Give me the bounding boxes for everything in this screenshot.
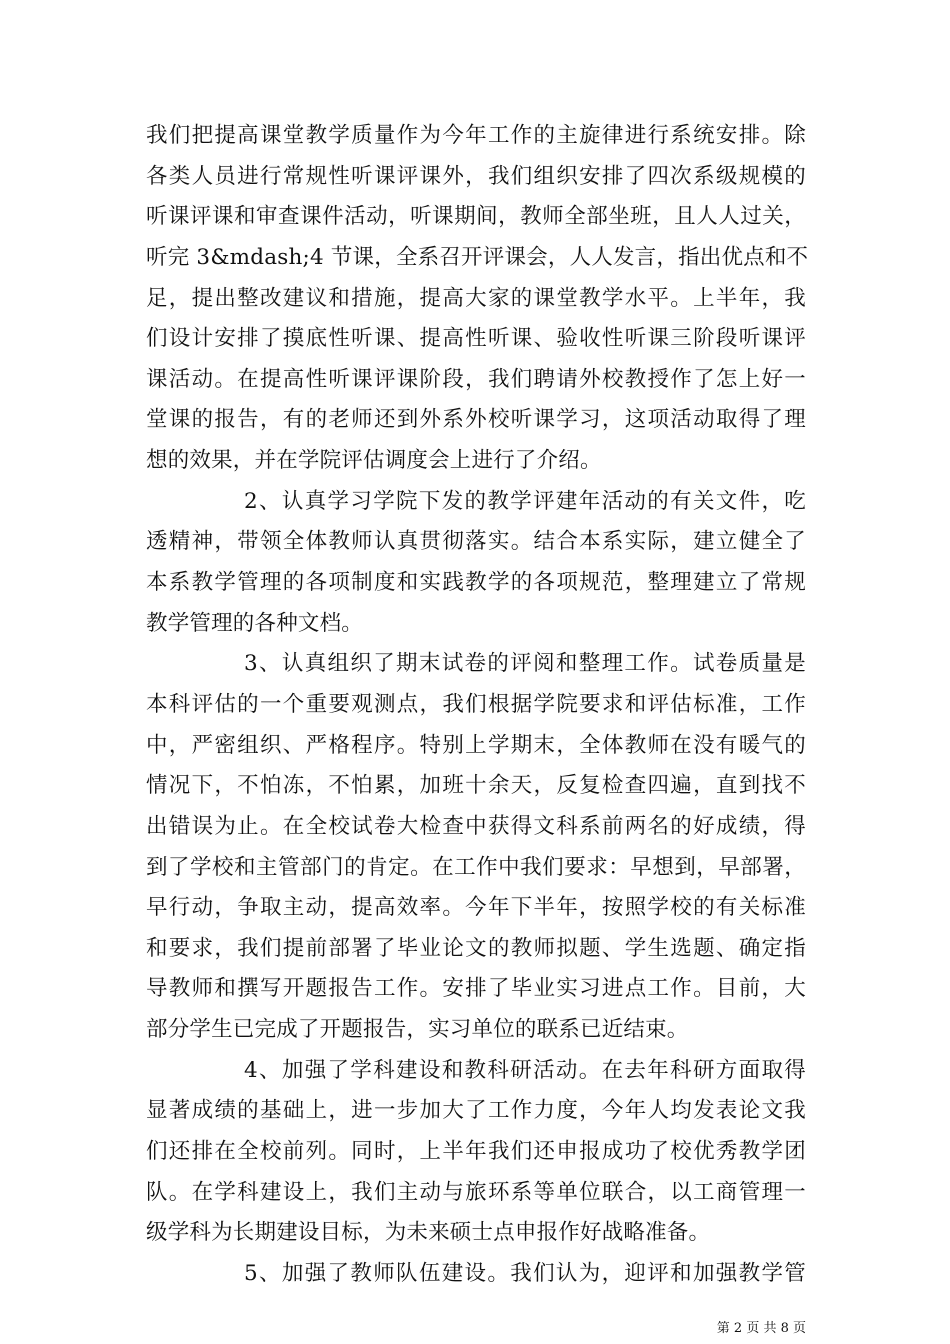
text-line: 听完 3&mdash;4 节课，全系召开评课会，人人发言，指出优点和不 [146, 244, 809, 270]
body-text [146, 116, 809, 1295]
text-line: 透精神，带领全体教师认真贯彻落实。结合本系实际，建立健全了 [146, 529, 806, 555]
text-line: 和要求，我们提前部署了毕业论文的教师拟题、学生选题、确定指 [146, 935, 806, 961]
text-line: 听课评课和审查课件活动，听课期间，教师全部坐班，且人人过关， [146, 204, 806, 230]
text-line: 中，严密组织、严格程序。特别上学期末，全体教师在没有暖气的 [146, 732, 806, 758]
paragraph-4-first-line: 4、加强了学科建设和教科研活动。在去年科研方面取得 [244, 1057, 806, 1083]
text-line: 队。在学科建设上，我们主动与旅环系等单位联合，以工商管理一 [146, 1179, 806, 1205]
text-line: 想的效果，并在学院评估调度会上进行了介绍。 [146, 448, 602, 474]
text-line: 们还排在全校前列。同时，上半年我们还申报成功了校优秀教学团 [146, 1139, 806, 1165]
page-number-footer: 第 2 页 共 8 页 [716, 1321, 806, 1336]
paragraph-3-first-line: 3、认真组织了期末试卷的评阅和整理工作。试卷质量是 [244, 651, 806, 677]
text-line: 本科评估的一个重要观测点，我们根据学院要求和评估标准，工作 [146, 691, 806, 717]
text-line: 到了学校和主管部门的肯定。在工作中我们要求：早想到，早部署， [146, 854, 806, 880]
text-line: 堂课的报告，有的老师还到外系外校听课学习，这项活动取得了理 [146, 407, 806, 433]
paragraph-2-first-line: 2、认真学习学院下发的教学评建年活动的有关文件，吃 [244, 488, 806, 514]
text-line: 级学科为长期建设目标，为未来硕士点申报作好战略准备。 [146, 1220, 711, 1246]
text-line: 情况下，不怕冻，不怕累，加班十余天，反复检查四遍，直到找不 [146, 773, 806, 799]
text-line: 课活动。在提高性听课评课阶段，我们聘请外校教授作了怎上好一 [146, 366, 806, 392]
text-line: 教学管理的各种文档。 [146, 610, 364, 636]
text-line: 足，提出整改建议和措施，提高大家的课堂教学水平。上半年，我 [146, 285, 806, 311]
text-line: 导教师和撰写开题报告工作。安排了毕业实习进点工作。目前，大 [146, 976, 806, 1002]
text-line: 各类人员进行常规性听课评课外，我们组织安排了四次系级规模的 [146, 163, 806, 189]
text-line: 显著成绩的基础上，进一步加大了工作力度，今年人均发表论文我 [146, 1098, 806, 1124]
text-line: 部分学生已完成了开题报告，实习单位的联系已近结束。 [146, 1017, 689, 1043]
text-line: 们设计安排了摸底性听课、提高性听课、验收性听课三阶段听课评 [146, 326, 806, 352]
paragraph-5-first-line: 5、加强了教师队伍建设。我们认为，迎评和加强教学管 [244, 1260, 806, 1286]
text-line: 本系教学管理的各项制度和实践教学的各项规范，整理建立了常规 [146, 570, 806, 596]
text-line: 出错误为止。在全校试卷大检查中获得文科系前两名的好成绩，得 [146, 813, 806, 839]
text-line: 我们把提高课堂教学质量作为今年工作的主旋律进行系统安排。除 [146, 123, 806, 148]
text-line: 早行动，争取主动，提高效率。今年下半年，按照学校的有关标准 [146, 895, 806, 921]
